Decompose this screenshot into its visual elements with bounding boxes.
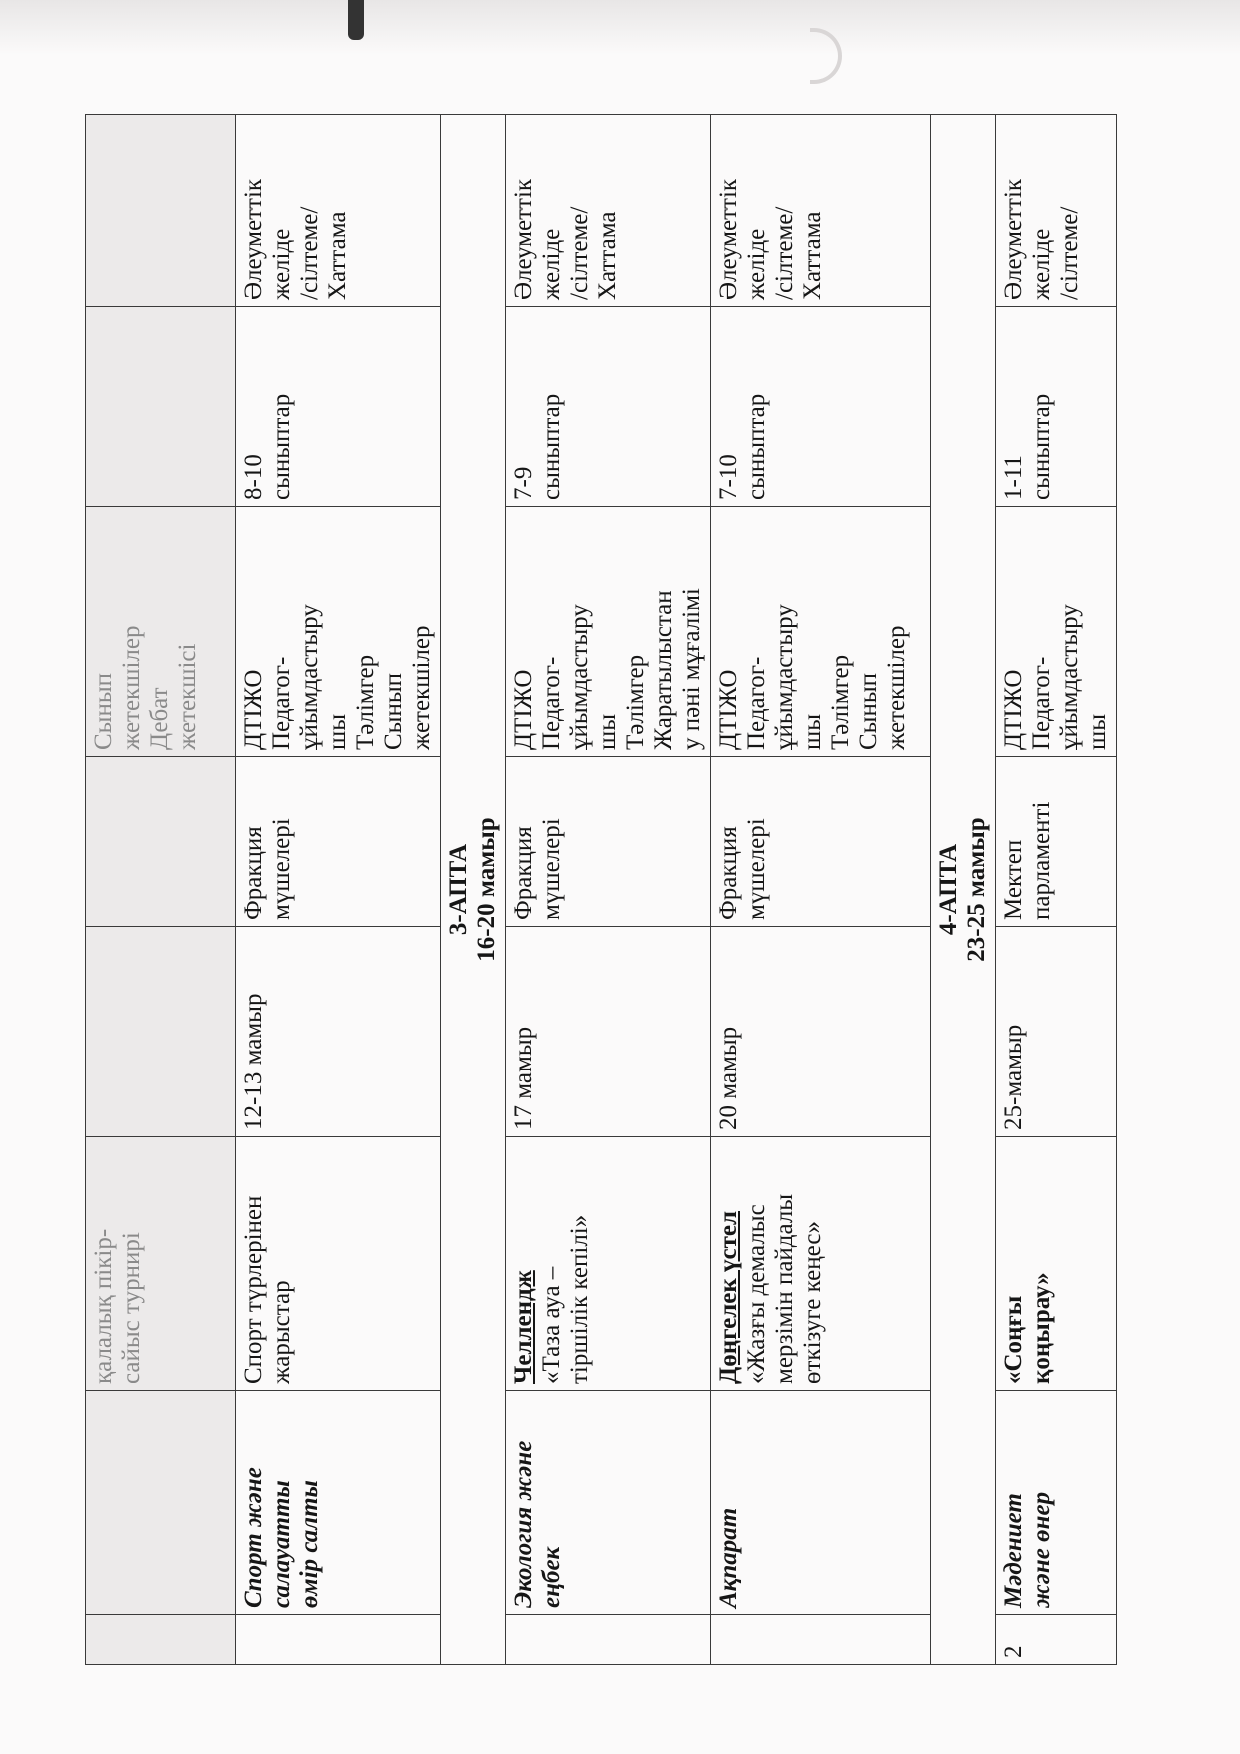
category-cell: Спорт және салауатты өмір салты [236, 1391, 441, 1615]
event-cell: қалалық пікір- сайыс турнирі [86, 1137, 236, 1391]
report-cell: Әлеуметтік желіде /сілтеме/ Хаттама [506, 115, 711, 307]
date-cell [86, 927, 236, 1137]
date-cell: 17 мамыр [506, 927, 711, 1137]
event-cell: «Соңғы қоңырау» [996, 1137, 1117, 1391]
week-3-cell [441, 115, 506, 1665]
binder-clip-mark [348, 0, 364, 40]
participants-cell [86, 307, 236, 507]
number-cell: 2 [996, 1615, 1117, 1665]
number-cell [506, 1615, 711, 1665]
organizer-cell: ДТІЖО Педагог- ұйымдастыру шы Тәлімгер Сынып жетекшілер [711, 507, 931, 757]
rotated-table-wrapper [85, 115, 1111, 1665]
table-row-ecology [506, 115, 711, 1665]
participants-cell: 8-10 сыныптар [236, 307, 441, 507]
report-cell [86, 115, 236, 307]
event-schedule-table [85, 114, 1117, 1665]
date-cell: 12-13 мамыр [236, 927, 441, 1137]
organizer-cell: Сынып жетекшілер Дебат жетекшісі [86, 507, 236, 757]
event-cell: Спорт түрлерінен жарыстар [236, 1137, 441, 1391]
table-row-previous [86, 115, 236, 1665]
page-top-edge [0, 0, 1240, 55]
week-4-title: 4-АПТА [935, 843, 962, 936]
organizer-cell: ДТІЖО Педагог- ұйымдастыру шы [996, 507, 1117, 757]
responsible-cell: Мектеп парламенті [996, 757, 1117, 927]
responsible-cell: Фракция мүшелері [711, 757, 931, 927]
responsible-cell: Фракция мүшелері [236, 757, 441, 927]
table-row-sport [236, 115, 441, 1665]
organizer-cell: ДТІЖО Педагог- ұйымдастыру шы Тәлімгер Жаратылыстан у пәні мұғалімі [506, 507, 711, 757]
table-row-culture [996, 115, 1117, 1665]
week-4-dates: 23-25 мамыр [963, 817, 990, 962]
event-cell: Челлендж «Таза ауа – тіршілік кепілі» [506, 1137, 711, 1391]
number-cell [711, 1615, 931, 1665]
week-4-header [931, 115, 996, 1665]
category-cell: Мәдениет және өнер [996, 1391, 1117, 1615]
category-cell: Экология және еңбек [506, 1391, 711, 1615]
participants-cell: 7-9 сыныптар [506, 307, 711, 507]
category-cell [86, 1391, 236, 1615]
week-4-cell [931, 115, 996, 1665]
participants-cell: 7-10 сыныптар [711, 307, 931, 507]
week-3-title: 3-АПТА [445, 843, 472, 936]
category-cell: Ақпарат [711, 1391, 931, 1615]
participants-cell: 1-11 сыныптар [996, 307, 1117, 507]
week-3-dates: 16-20 мамыр [473, 817, 500, 962]
report-cell: Әлеуметтік желіде /сілтеме/ Хаттама [236, 115, 441, 307]
week-3-header [441, 115, 506, 1665]
number-cell [86, 1615, 236, 1665]
responsible-cell: Фракция мүшелері [506, 757, 711, 927]
report-cell: Әлеуметтік желіде /сілтеме/ Хаттама [711, 115, 931, 307]
table-row-info [711, 115, 931, 1665]
report-cell: Әлеуметтік желіде /сілтеме/ [996, 115, 1117, 307]
organizer-cell: ДТІЖО Педагог- ұйымдастыру шы Тәлімгер Сынып жетекшілер [236, 507, 441, 757]
responsible-cell [86, 757, 236, 927]
number-cell [236, 1615, 441, 1665]
date-cell: 25-мамыр [996, 927, 1117, 1137]
event-cell: Дөңгелек үстел «Жазғы демалыс мерзімін пайдалы өткізуге кеңес» [711, 1137, 931, 1391]
date-cell: 20 мамыр [711, 927, 931, 1137]
